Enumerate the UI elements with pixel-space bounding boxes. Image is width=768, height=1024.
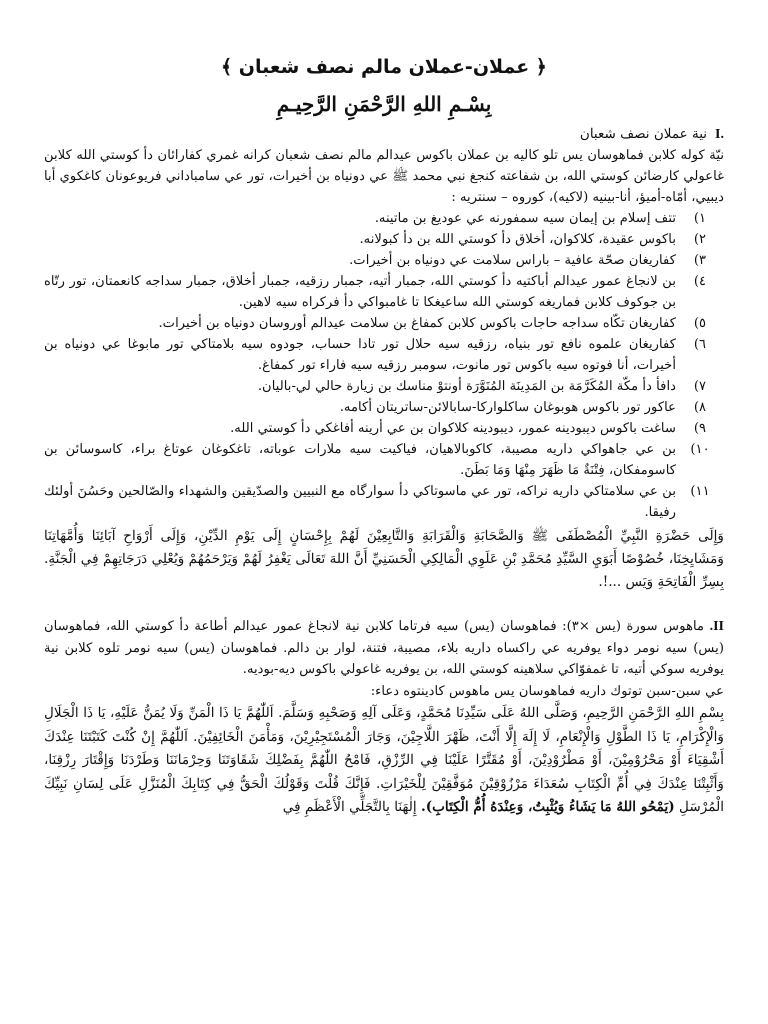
section-1-title: نية عملان نصف شعبان [579, 126, 708, 142]
item-number: ٣) [693, 253, 707, 268]
dedication-dua: وَإِلَى حَضْرَةِ النَّبِيِّ الْمُصْطَفَى ﷺ وَالصَّحَابَةِ وَالْقَرَابَةِ وَالتَّابِعِيْنَ لَهُمْ بِإِحْسَانٍ إِلَى يَوْمِ الدِّيْنِ، وَإِلَى أَرْوَاحِ آبَائِنَا وَأُمَّهَاتِنَا وَمَشَايِخِنَا، خُصُوْصًا أَبَوَيِ السَّيِّدِ مُحَمَّدِ بْنِ عَلَوِي الْمَالِكِي الْحَسَنِيِّ أَنَّ اللهَ تَعَالَى يَغْفِرُ لَهُمْ وَيَرْحَمُهُمْ وَيُعْلِي دَرَجَاتِهِمْ فِي الْجَنَّةِ. بِسِرِّ الْفَاتِحَةِ وَيَس ...!. [44, 528, 724, 590]
item-text: بن لانجاغ عمور عيدالم أباكتيه دأ كوستي الله، جمبار أتيه، جمبار رزقيه، جمبار أخلاق، جمبار سداجه كانعمتان، تور رتّاه بن جوكوف كلابن فماريغه كوستي الله ساعيغكا تا غامبواكي دأ فركراه سيه لاهين. [44, 274, 676, 310]
doa-quran-verse: (يَمْحُو اللهُ مَا يَشَاءُ وَيُثْبِتُ، وَعِنْدَهُ أُمُّ الْكِتَابِ). [420, 799, 675, 815]
item-number: ٨) [693, 400, 707, 415]
item-number: ١) [693, 211, 707, 226]
section-1-intro: نيّة كوله كلابن فماهوسان يس تلو كاليه بن عملان باكوس عيدالم مالم نصف شعبان كرانه غمري كفارائان دأ كوستي الله كلابن غاعولي كارضائن كوستي الله، بن شفاعته كنجغ نبي محمد ﷺ عي دونياه بن أخيرات، تور عي سامباداني فريوعونان كاغكوي أبا ديبيي، أمّاه-أميؤ، أنا-بينيه (لاكيه)، كوروه – سنتريه : [44, 148, 724, 205]
item-number: ٢) [693, 232, 707, 247]
item-number: ٩) [693, 421, 707, 436]
item-number: ١١) [690, 484, 710, 499]
section-2-intro [44, 616, 724, 681]
item-text: كفاريغان صحّة عافية – باراس سلامت عي دونياه بن أخيرات. [349, 253, 676, 268]
list-item [44, 418, 724, 439]
item-text: بن عي جاهواكي داريه مصيبة، كاكوبالاهيان، فياكيت سيه ملارات عوباته، تاغكوغان عوتاغ براء، كاسوسائن بن كاسومفكان، فِتْنَةٌ مَا ظَهَرَ مِنْهَا وَمَا بَطَنَ. [44, 442, 676, 478]
list-item [44, 250, 724, 271]
list-item [44, 271, 724, 313]
section-2 [44, 616, 724, 820]
doa-continuation: إِلٰهَنَا بِالتَّجَلِّي الْأَعْظَمِ فِي [282, 799, 417, 815]
list-item [44, 208, 724, 229]
item-number: ٧) [693, 379, 707, 394]
basmala: بِسْـمِ اللهِ الرَّحْمَنِ الرَّحِيـمِ [276, 92, 492, 116]
item-text: عاكور تور باكوس هوبوغان ساكلواركا-سابالائن-ساتريتان أكامه. [339, 400, 676, 415]
document-title: ﴿ عملان-عملان مالم نصف شعبان ﴾ [221, 56, 547, 78]
item-number: ٦) [693, 337, 707, 352]
section-1-heading [44, 124, 724, 145]
list-item [44, 229, 724, 250]
yasin-doa [44, 702, 724, 820]
section-1-number: I. [715, 127, 724, 142]
list-item [44, 481, 724, 523]
item-number: ١٠) [690, 442, 710, 457]
item-text: باكوس عقيدة، كلاكوان، أخلاق دأ كوستي الله بن دأ كبولانه. [359, 232, 676, 247]
item-number: ٤) [693, 274, 707, 289]
section-1 [44, 124, 724, 594]
intention-list [44, 208, 724, 523]
section-2-line: عي سبن-سبن توتوك داريه فماهوسان يس ماهوس كادينتوه دعاء: [370, 683, 724, 699]
item-text: بن عي سلامتاكي داريه نراكه، تور عي ماسوتاكي دأ سوارگاه مع النبيين والصدّيقين والشهداء والصّالحين وحَسُنَ أولئك رفيقا. [44, 484, 676, 520]
item-text: ساغت باكوس ديبودينه عمور، ديبودينه كلاكوان بن عي أرينه أفاغكي دأ كوستي الله. [230, 421, 676, 436]
list-item [44, 439, 724, 481]
item-text: تتف إسلام بن إيمان سيه سمفورنه عي عوديغ بن ماتينه. [374, 211, 676, 226]
item-text: كفاريغان علموه نافع تور بنياه، رزقيه سيه حلال تور تادا حساب، جودوه سيه بلامتاكي تور مابوغا عي دونياه بن أخيرات، أنا فوتوه سيه باكوس تور مانوت، سومبر رزقيه سيه فاراء تور كمفاغ. [44, 337, 676, 373]
list-item [44, 334, 724, 376]
list-item [44, 376, 724, 397]
doa-text: بِسْمِ اللهِ الرَّحْمَنِ الرَّحِيمِ، وَصَلَّى اللهُ عَلَى سَيِّدِنَا مُحَمَّدٍ، وَعَلَى آلِهِ وَصَحْبِهِ وَسَلَّمَ. اَللّٰهُمَّ يَا ذَا الْمَنِّ وَلَا يُمَنُّ عَلَيْهِ، يَا ذَا الْجَلَالِ وَالْإِكْرَامِ، يَا ذَا الطَّوْلِ وَالْإِنْعَامِ، لَا إِلَهَ إِلَّا أَنْتَ، ظَهْرَ اللَّاجِيْنَ، وَجَارَ الْمُسْتَجِيْرِيْنَ، وَمَأْمَنَ الْخَائِفِيْنَ. اَللّٰهُمَّ إِنْ كُنْتَ كَتَبْتَنَا عِنْدَكَ أَشْقِيَاءَ أَوْ مَحْرُوْمِيْنَ، أَوْ مَطْرُوْدِيْنَ، أَوْ مُقَتَّرًا عَلَيْنَا فِي الرِّزْقِ، فَامْحُ اللّٰهُمَّ بِفَضْلِكَ شَقَاوَتَنَا وَحِرْمَانَنَا وَطَرْدَنَا وَإِقْتَارَ رِزْقِنَا، وَأَثْبِتْنَا عِنْدَكَ فِي أُمِّ الْكِتَابِ سُعَدَاءَ مَرْزُوْقِيْنَ مُوَفَّقِيْنَ لِلْخَيْرَاتِ. فَإِنَّكَ قُلْتَ وَقَوْلُكَ الْحَقُّ فِي كِتَابِكَ الْمُنَزَّلِ عَلَى لِسَانِ نَبِيِّكَ الْمُرْسَلِ [44, 705, 724, 815]
item-text: كفاريغان تكّاه سداجه حاجات باكوس كلابن كمفاغ بن سلامت عيدالم أوروسان دونياه بن أخيرات. [158, 316, 676, 331]
item-number: ٥) [693, 316, 707, 331]
list-item [44, 313, 724, 334]
section-2-number: II. [709, 619, 725, 634]
section-divider-space [44, 594, 724, 616]
section-2-text: ماهوس سورة (يس ×٣): فماهوسان (يس) سيه فرتاما كلابن نية لانجاغ عمور عيدالم أطاعة دأ كوستي الله، فماهوسان (يس) سيه نومر دواء يوفريه عي راكساه داريه بلاء، مصيبة، فتنة، لوار بن دالم. فماهوسان (يس) سيه نومر تلوه كلابن نية يوفريه سوكي أتيه، تا غمفوّاكي سلاهينه كوستي الله، بن يوفريه غاعولي باكوس ديه-بوديه. [44, 619, 724, 677]
list-item [44, 397, 724, 418]
item-text: دافأ دأ مكّة المُكَرَّمَة بن المَدِينَة المُنَوَّرَة أونتوْ مناسك بن زيارة حالي لي-باليان. [257, 379, 676, 394]
